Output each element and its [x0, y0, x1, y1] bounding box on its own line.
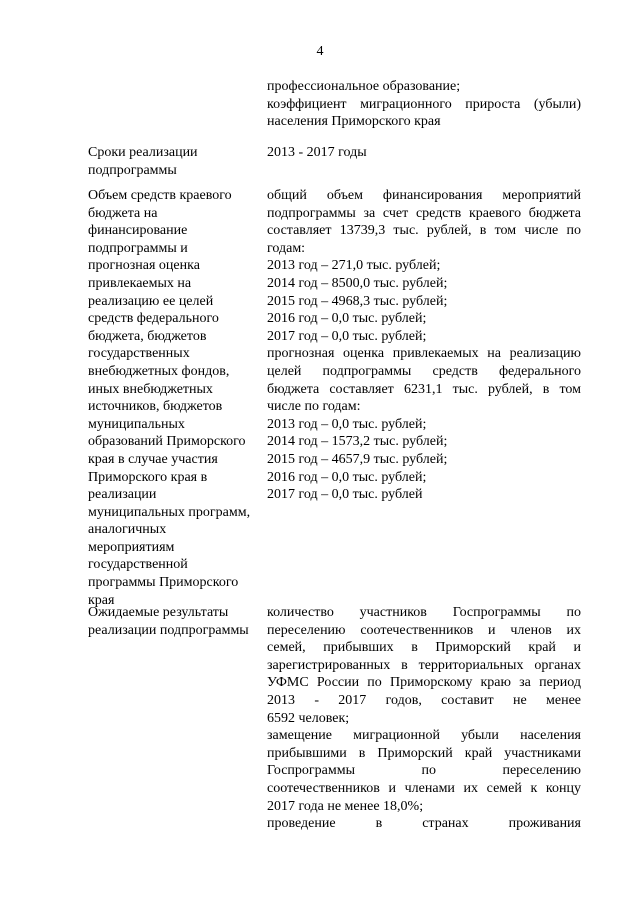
- text-line: бюджета, бюджетов: [88, 328, 207, 344]
- text-line: финансирование: [88, 223, 188, 239]
- top-continuation: [267, 78, 581, 131]
- row-funding-label: [88, 187, 260, 609]
- text-line: бюджета на: [88, 205, 158, 221]
- text-line: края: [88, 592, 115, 608]
- text-line: муниципальных: [88, 416, 185, 432]
- text-line: составляет 13739,3 тыс. рублей, в том числе по: [267, 223, 581, 239]
- text-line: прогнозная оценка привлекаемых на реализацию: [267, 346, 581, 362]
- text-line: 2017 год – 0,0 тыс. рублей;: [267, 328, 427, 344]
- text-line: переселению соотечественников и членов их: [267, 622, 581, 638]
- text-line: общий объем финансирования мероприятий: [267, 188, 581, 203]
- text-line: реализации подпрограммы: [88, 622, 249, 638]
- row-terms-value: [267, 144, 581, 162]
- text-line: профессиональное образование;: [267, 79, 461, 94]
- text-line: подпрограммы: [88, 162, 177, 178]
- text-line: УФМС России по Приморскому краю за период: [267, 675, 581, 691]
- text-line: прибывшими в Приморский край участниками: [267, 745, 581, 761]
- text-line: числе по годам:: [267, 399, 361, 415]
- text-line: 2013 год – 0,0 тыс. рублей;: [267, 416, 427, 432]
- text-line: 2015 год – 4968,3 тыс. рублей;: [267, 293, 448, 309]
- row-terms-label: [88, 144, 260, 179]
- text-line: края в случае участия: [88, 451, 218, 467]
- text-line: годам:: [267, 240, 306, 256]
- text-line: Ожидаемые результаты: [88, 605, 229, 620]
- text-line: 2015 год – 4657,9 тыс. рублей;: [267, 451, 448, 467]
- text-line: 2016 год – 0,0 тыс. рублей;: [267, 311, 427, 327]
- text-line: программы Приморского: [88, 575, 239, 591]
- text-line: 2013 - 2017 годов, составит не менее: [267, 692, 581, 708]
- page-number: 4: [316, 44, 324, 59]
- text-line: Сроки реализации: [88, 145, 198, 160]
- text-line: соотечественников и членами их семей к концу: [267, 780, 581, 796]
- text-line: 2014 год – 8500,0 тыс. рублей;: [267, 275, 448, 291]
- text-line: подпрограммы и: [88, 240, 188, 256]
- row-results-label: [88, 604, 260, 639]
- text-line: Приморского края в: [88, 469, 208, 485]
- text-line: 2013 год – 271,0 тыс. рублей;: [267, 258, 441, 274]
- text-line: коэффициент миграционного прироста (убыли): [267, 96, 581, 112]
- row-funding-value: [267, 187, 581, 504]
- text-line: бюджета составляет 6231,1 тыс. рублей, в том: [267, 381, 581, 397]
- text-line: проведение в странах проживания: [267, 816, 581, 832]
- text-line: мероприятиям: [88, 539, 175, 555]
- text-line: 2014 год – 1573,2 тыс. рублей;: [267, 434, 448, 450]
- text-line: целей подпрограммы средств федерального: [267, 363, 581, 379]
- text-line: Объем средств краевого: [88, 188, 232, 203]
- text-line: государственной: [88, 557, 188, 573]
- text-line: 2017 года не менее 18,0%;: [267, 798, 424, 814]
- text-line: 2017 год – 0,0 тыс. рублей: [267, 487, 423, 503]
- text-line: образований Приморского: [88, 434, 246, 450]
- text-line: зарегистрированных в территориальных органах: [267, 657, 581, 673]
- row-results-value: [267, 604, 581, 833]
- text-line: количество участников Госпрограммы по: [267, 605, 581, 620]
- text-line: источников, бюджетов: [88, 399, 223, 415]
- text-line: государственных: [88, 346, 190, 362]
- text-line: прогнозная оценка: [88, 258, 200, 274]
- text-line: 2013 - 2017 годы: [267, 145, 367, 160]
- text-line: внебюджетных фондов,: [88, 363, 230, 379]
- text-line: привлекаемых на: [88, 275, 192, 291]
- text-line: 6592 человек;: [267, 710, 350, 726]
- text-line: замещение миграционной убыли населения: [267, 728, 581, 744]
- text-line: семей, прибывших в Приморский край и: [267, 640, 581, 656]
- text-line: муниципальных программ,: [88, 504, 251, 520]
- text-line: средств федерального: [88, 311, 219, 327]
- text-line: реализацию ее целей: [88, 293, 214, 309]
- text-line: аналогичных: [88, 522, 167, 538]
- text-line: Госпрограммы по переселению: [267, 763, 581, 779]
- text-line: подпрограммы за счет средств краевого бюджета: [267, 205, 581, 221]
- text-line: иных внебюджетных: [88, 381, 213, 397]
- text-line: 2016 год – 0,0 тыс. рублей;: [267, 469, 427, 485]
- text-line: реализации: [88, 487, 157, 503]
- text-line: населения Приморского края: [267, 114, 441, 130]
